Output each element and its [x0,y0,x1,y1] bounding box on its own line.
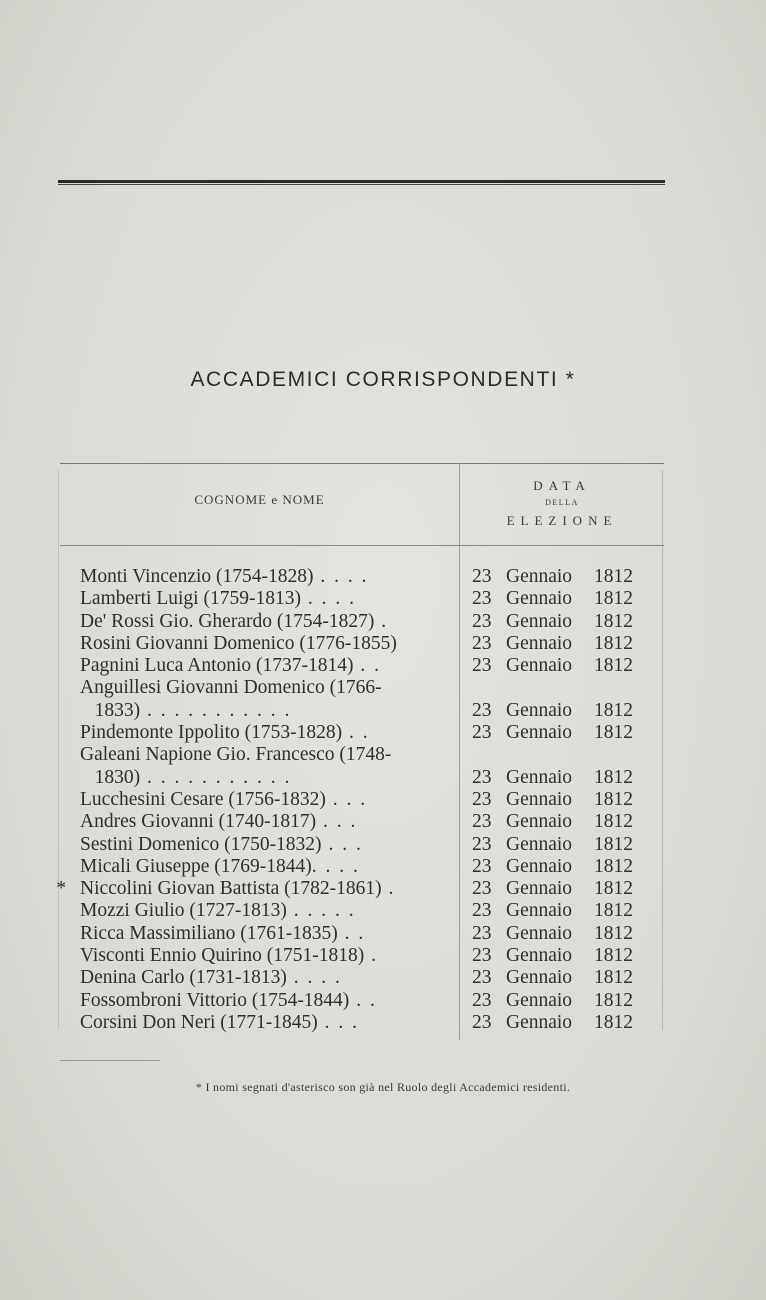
member-name-text: Corsini Don Neri (1771-1845) [80,1011,318,1033]
table-row [60,566,664,588]
leader-dots: . . [349,989,377,1011]
header-date-column [460,478,664,530]
date-month: Gennaio [506,811,573,833]
leader-dots: . . . [325,788,368,810]
election-date [472,633,662,655]
leader-dots: . . . [316,811,358,833]
member-name [80,967,445,989]
member-name-text: Pagnini Luca Antonio (1737-1814) [80,655,354,677]
date-month: Gennaio [506,722,573,744]
leader-dots: . . . [321,833,363,855]
member-name-text: Andres Giovanni (1740-1817) [80,811,317,833]
date-day: 23 [472,1011,492,1033]
member-name-text: Lamberti Luigi (1759-1813) [80,588,301,610]
header-date-line2: DELLA [545,498,579,507]
table-row [60,834,664,856]
date-month: Gennaio [506,632,573,654]
table-row [60,677,664,699]
date-year: 1812 [594,811,633,833]
members-table-body [56,566,664,1034]
member-name [80,566,445,588]
table-top-rule [60,463,664,464]
header-bottom-rule [60,545,664,546]
asterisk-marker: * [56,878,66,900]
election-date [472,990,662,1012]
date-month: Gennaio [506,833,573,855]
member-name-text: Fossombroni Vittorio (1754-1844) [80,989,350,1011]
election-date [472,611,662,633]
member-name [80,900,445,922]
date-month: Gennaio [506,1011,573,1033]
member-name-text: Sestini Domenico (1750-1832) [80,833,322,855]
date-year: 1812 [594,610,633,632]
date-month: Gennaio [506,766,573,788]
date-month: Gennaio [506,967,573,989]
leader-dots: . . . . [286,967,342,989]
leader-dots: . . . [317,1011,360,1033]
election-date [472,789,662,811]
leader-dots: . . [337,922,366,944]
date-month: Gennaio [506,588,573,610]
table-row [56,878,664,900]
table-row [60,945,664,967]
table-row [60,1012,664,1034]
election-date [472,811,662,833]
member-name-text: Lucchesini Cesare (1756-1832) [80,788,326,810]
date-day: 23 [472,855,492,877]
table-row [60,856,664,878]
member-name-text: Monti Vincenzio (1754-1828) [80,566,314,587]
leader-dots: . [381,878,396,900]
member-name-text: Pindemonte Ippolito (1753-1828) [80,722,343,744]
member-name-text: Rosini Giovanni Domenico (1776-1855) [80,632,397,654]
date-day: 23 [472,566,492,587]
member-name [80,700,445,722]
election-date [472,923,662,945]
election-date [472,945,662,967]
member-name [80,588,445,610]
date-year: 1812 [594,878,633,900]
election-date [472,856,662,878]
table-row [60,811,664,833]
election-date [472,767,662,789]
member-name [80,633,445,655]
member-name-text: Micali Giuseppe (1769-1844) [80,855,312,877]
member-name [80,1012,445,1034]
date-day: 23 [472,632,492,654]
table-row [60,722,664,744]
member-name-text: Niccolini Giovan Battista (1782-1861) [80,878,382,900]
election-date [472,588,662,610]
table-row [60,588,664,610]
election-date [472,655,662,677]
date-month: Gennaio [506,610,573,632]
date-day: 23 [472,833,492,855]
member-name [80,722,445,744]
leader-dots: . . [342,722,370,744]
table-row [60,967,664,989]
date-year: 1812 [594,945,633,967]
member-name [80,677,445,699]
leader-dots: . [374,610,389,632]
footnote-rule [60,1060,160,1061]
member-name [80,990,445,1012]
leader-dots: . . . . [313,566,369,587]
member-name-text: Mozzi Giulio (1727-1813) [80,900,287,922]
date-year: 1812 [594,722,633,744]
date-month: Gennaio [506,699,573,721]
member-name [80,923,445,945]
leader-dots: . . . . [300,588,356,610]
election-date [472,1012,662,1034]
member-name-text: De' Rossi Gio. Gherardo (1754-1827) [80,610,375,632]
member-name [80,834,445,856]
date-day: 23 [472,878,492,900]
table-row [60,789,664,811]
election-date [472,700,662,722]
date-year: 1812 [594,655,633,677]
election-date [472,566,662,588]
table-row [60,611,664,633]
date-day: 23 [472,922,492,944]
date-month: Gennaio [506,855,573,877]
member-name [80,744,445,766]
date-day: 23 [472,588,492,610]
date-year: 1812 [594,833,633,855]
date-year: 1812 [594,566,633,587]
date-year: 1812 [594,967,633,989]
date-day: 23 [472,655,492,677]
election-date [472,834,662,856]
election-date [472,722,662,744]
date-day: 23 [472,788,492,810]
member-name [80,811,445,833]
page-title: ACCADEMICI CORRISPONDENTI * [190,368,576,391]
date-month: Gennaio [506,566,573,587]
date-day: 23 [472,722,492,744]
date-month: Gennaio [506,900,573,922]
date-month: Gennaio [506,945,573,967]
election-date [472,677,662,699]
date-year: 1812 [594,699,633,721]
date-day: 23 [472,811,492,833]
table-row [60,633,664,655]
table-row [60,744,664,766]
date-month: Gennaio [506,878,573,900]
member-name [80,789,445,811]
date-day: 23 [472,989,492,1011]
date-day: 23 [472,967,492,989]
member-name-text: 1830) [80,766,141,788]
member-name-text: Denina Carlo (1731-1813) [80,967,287,989]
leader-dots: . . . . . . . . . . . [140,699,292,721]
date-month: Gennaio [506,989,573,1011]
date-day: 23 [472,766,492,788]
date-day: 23 [472,699,492,721]
leader-dots: . . . . . . . . . . . [140,766,292,788]
top-double-rule [58,180,665,185]
member-name [80,611,445,633]
date-month: Gennaio [506,788,573,810]
member-name-text: Anguillesi Giovanni Domenico (1766- [80,677,382,699]
election-date [472,967,662,989]
member-name [80,767,445,789]
election-date [472,900,662,922]
table-row [60,990,664,1012]
date-month: Gennaio [506,922,573,944]
date-day: 23 [472,945,492,967]
leader-dots: . . . . [311,855,360,877]
member-name [80,856,445,878]
date-year: 1812 [594,632,633,654]
header-date-line3: ELEZIONE [506,513,618,528]
leader-dots: . [364,945,379,967]
date-year: 1812 [594,900,633,922]
header-date-line1: DATA [533,478,591,493]
date-day: 23 [472,610,492,632]
footnote: * I nomi segnati d'asterisco son già nel Ruolo degli Accademici residenti. [195,1080,571,1094]
member-name-text: Ricca Massimiliano (1761-1835) [80,922,338,944]
date-day: 23 [472,900,492,922]
election-date [472,744,662,766]
table-row [60,655,664,677]
table-row [60,767,664,789]
header-name-column: COGNOME e NOME [194,492,325,507]
member-name [80,878,445,900]
date-year: 1812 [594,1011,633,1033]
date-year: 1812 [594,989,633,1011]
member-name-text: 1833) [80,699,141,721]
member-name-text: Galeani Napione Gio. Francesco (1748- [80,744,392,766]
date-year: 1812 [594,855,633,877]
date-year: 1812 [594,788,633,810]
table-row [60,900,664,922]
date-month: Gennaio [506,655,573,677]
date-year: 1812 [594,922,633,944]
member-name [80,945,445,967]
leader-dots: . . . . . [286,900,356,922]
leader-dots: . . [353,655,382,677]
date-year: 1812 [594,766,633,788]
date-year: 1812 [594,588,633,610]
election-date [472,878,662,900]
table-left-border [58,470,59,1030]
member-name [80,655,445,677]
member-name-text: Visconti Ennio Quirino (1751-1818) [80,945,365,967]
table-row [60,700,664,722]
table-row [60,923,664,945]
